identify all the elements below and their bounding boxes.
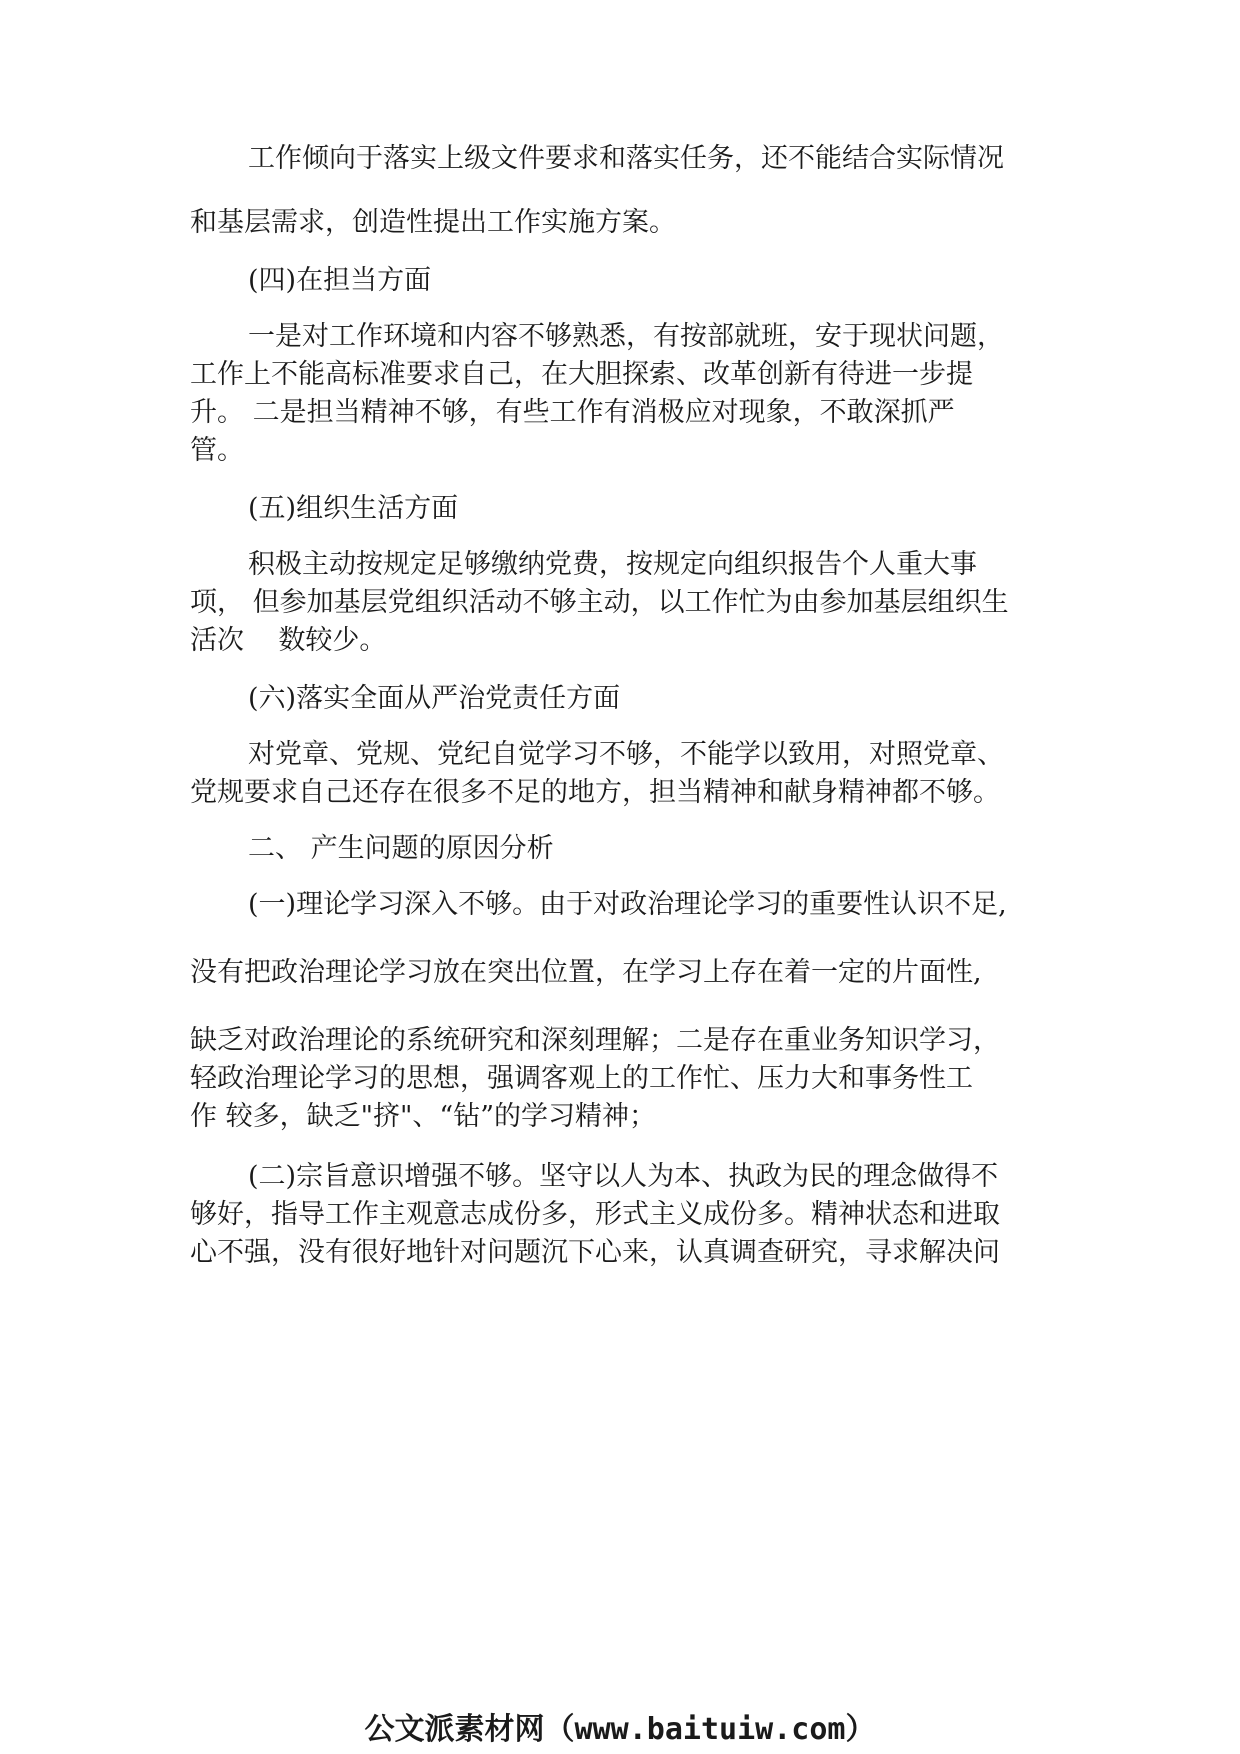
paragraph-line: 够好，指导工作主观意志成份多，形式主义成份多。精神状态和进取 [190,1199,1000,1230]
paragraph-line: 缺乏对政治理论的系统研究和深刻理解；二是存在重业务知识学习， [190,1025,1000,1056]
paragraph-line: 项， 但参加基层党组织活动不够主动，以工作忙为由参加基层组织生 [190,587,1009,618]
paragraph-line: 没有把政治理论学习放在突出位置，在学习上存在着一定的片面性, [190,957,982,988]
paragraph-line: (一)理论学习深入不够。由于对政治理论学习的重要性认识不足, [248,889,1007,920]
part-heading: 二、 产生问题的原因分析 [248,833,554,864]
paragraph-line: 工作上不能高标准要求自己，在大胆探索、改革创新有待进一步提 [190,359,973,390]
section-heading-5: (五)组织生活方面 [248,493,459,524]
section-heading-4: (四)在担当方面 [248,265,432,296]
paragraph-line: 轻政治理论学习的思想，强调客观上的工作忙、压力大和事务性工 [190,1063,973,1094]
paragraph-line: 一是对工作环境和内容不够熟悉，有按部就班，安于现状问题， [248,321,1004,352]
paragraph-line: 活次 数较少。 [190,625,387,656]
paragraph-line: 党规要求自己还存在很多不足的地方，担当精神和献身精神都不够。 [190,777,1000,808]
section-heading-6: (六)落实全面从严治党责任方面 [248,683,621,714]
paragraph-line: 对党章、党规、党纪自觉学习不够，不能学以致用，对照党章、 [248,739,1004,770]
paragraph-line: 积极主动按规定足够缴纳党费，按规定向组织报告个人重大事 [248,549,977,580]
site-footer: 公文派素材网（www.baituiw.com） [364,1712,876,1747]
paragraph-line: (二)宗旨意识增强不够。坚守以人为本、执政为民的理念做得不 [248,1161,999,1192]
paragraph-line: 工作倾向于落实上级文件要求和落实任务，还不能结合实际情况 [248,143,1004,174]
paragraph-line: 和基层需求，创造性提出工作实施方案。 [190,207,676,238]
paragraph-line: 作 较多，缺乏"挤"、“钻”的学习精神； [190,1101,657,1132]
paragraph-line: 管。 [190,435,244,466]
paragraph-line: 升。 二是担当精神不够，有些工作有消极应对现象，不敢深抓严 [190,397,955,428]
paragraph-line: 心不强，没有很好地针对问题沉下心来，认真调查研究，寻求解决问 [190,1237,1000,1268]
